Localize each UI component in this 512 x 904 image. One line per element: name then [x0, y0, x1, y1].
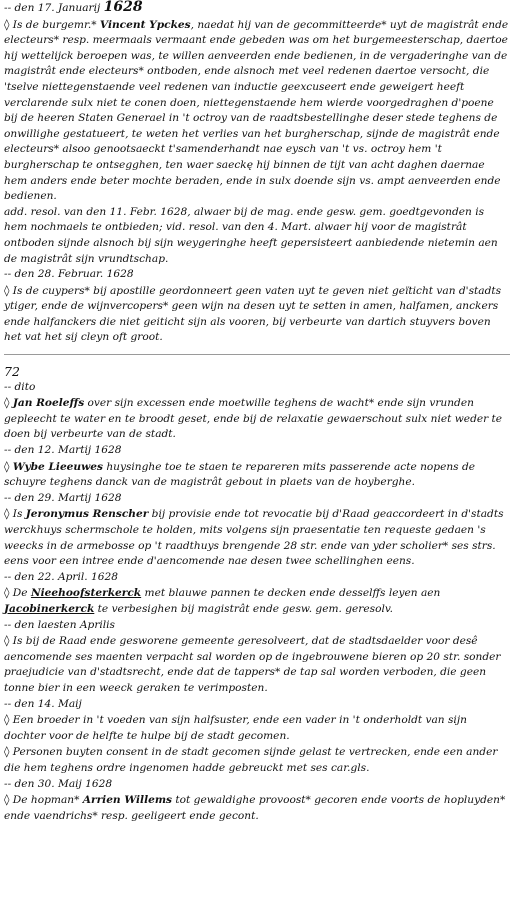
entry-paragraph	[4, 17, 510, 205]
page-number: 72	[4, 364, 20, 380]
lozenge-icon: ◊	[4, 713, 10, 727]
lozenge-icon: ◊	[4, 586, 10, 600]
date-heading: -- den 28. Februar. 1628	[4, 268, 134, 281]
person-name: Arrien Willems	[82, 794, 173, 807]
entry-paragraph	[4, 712, 510, 744]
person-name: Jeronymus Renscher	[25, 508, 149, 521]
entry-text: huysinghe toe te staen te repareren mits passerende acte nopens de schuyre teghens danck van de magistrât gebout in plaets van de hoyberghe.	[4, 460, 476, 489]
date-text: -- den 17. Januarij	[4, 2, 104, 14]
entry-paragraph	[4, 283, 510, 346]
entry-text: over sijn excessen ende moetwille teghens de wacht* ende sijn vrunden gepleecht te water en te broodt geset, ende bij de relaxatie gewaerschout sulx niet weder te doen bij verbeurte van de stadt.	[4, 397, 503, 441]
entry-text: De	[9, 587, 31, 600]
date-heading: -- den laesten Aprilis	[4, 618, 115, 631]
lozenge-icon: ◊	[4, 745, 10, 759]
entry-paragraph	[4, 633, 510, 696]
entry-text: Is de cuypers* bij apostille geordonneert geen vaten uyt te geven niet geïticht van d'stadts ytiger, ende de wijnvercopers* geen wijn na desen uyt te setten in amen, halfamen, anckers ende halfanckers die niet geiticht sijn als vooren, bij verbeurte van dartich stuyvers boven het vat het sij cleyn oft groot.	[4, 284, 502, 344]
lozenge-icon: ◊	[4, 793, 10, 807]
section-divider	[4, 354, 510, 355]
place-name: Nieehoofsterkerck	[30, 587, 142, 600]
entry-paragraph	[4, 792, 510, 824]
lozenge-icon: ◊	[4, 459, 10, 473]
date-heading: -- den 30. Maij 1628	[4, 777, 113, 790]
entry-text: te verbesighen bij magistrât ende gesw. gem. geresolv.	[94, 602, 393, 615]
entry-text: bij provisie ende tot revocatie bij d'Raad geaccordeert in d'stadts werckhuys schermschole te holden, mits volgens sijn praesentatie ten requeste gedaen 's weecks in de armebosse op 't raadthuys brengende 28 str. ende van yder scholier* ses strs. eens voor een intree ende d'aencomende nae desen twee schellinghen eens.	[4, 508, 504, 568]
date-heading: -- den 12. Martij 1628	[4, 444, 122, 457]
person-name: Wybe Lieeuwes	[12, 460, 103, 473]
date-heading	[4, 0, 510, 17]
entry-text: Een broeder in 't voeden van sijn halfsuster, ende een vader in 't onderholdt van sijn dochter voor de helfte te hulpe bij de stadt gecomen.	[4, 714, 467, 742]
date-heading: -- den 22. April. 1628	[4, 570, 118, 583]
lozenge-icon: ◊	[4, 283, 10, 297]
entry-text: Is de burgemr.*	[9, 18, 100, 31]
date-heading: -- dito	[4, 380, 36, 393]
lozenge-icon: ◊	[4, 17, 10, 31]
entry-paragraph	[4, 459, 510, 491]
entry-paragraph	[4, 744, 510, 776]
person-name: Vincent Ypckes	[99, 18, 191, 31]
entry-text: met blauwe pannen te decken ende desselffs leyen aen	[141, 587, 441, 600]
date-heading: -- den 14. Maij	[4, 697, 82, 710]
entry-paragraph	[4, 395, 510, 443]
entry-text: Is	[9, 508, 26, 521]
entry-paragraph	[4, 506, 510, 569]
entry-text: , naedat hij van de gecommitteerde* uyt de magistrât ende electeurs* resp. meermaals vermaant ende gebeden was om het burgemeesterschap, daertoe hij wettelijck beroepen was, te willen aenveerden ende bedienen, in de vergaderinghe van de magistrât ende electeurs* ontboden, ende alsnoch met veel redenen daertoe versocht, die 'tselve niettegenstaende veel redenen van inductie geexcuseert ende geweigert heeft verclarende sulx niet te conen doen, niettegenstaende hem wierde voorgedraghen d'poene bij de heeren Staten Generael in 't octroy van de raadtsbestellinghe deser stede teghens de onwillighe gestatueert, te weten het verlies van het burgherschap, sijnde de magistrât ende electeurs* alsoo genootsaeckt t'samenderhandt nae eysch van 't vs. octroy hem 't burgherschap te ontsegghen, ten waer saeckę hij binnen de tijt van acht daghen daernae hem anders ende beter mochte beraden, ende in sulx doende sijn vs. ampt aenveerden ende bedienen.	[4, 18, 509, 203]
entry-text: Personen buyten consent in de stadt gecomen sijnde gelast te vertrecken, ende een ander die hem teghens ordre ingenomen hadde gebreuckt met ses car.gls.	[4, 746, 498, 774]
person-name: Jan Roeleffs	[12, 397, 85, 410]
annotation-paragraph: add. resol. van den 11. Febr. 1628, alwaer bij de mag. ende gesw. gem. goedtgevonden is hem nochmaels te ontbieden; vid. resol. van den 4. Mart. alwaer hij voor de magistrât ontboden sijnde alsnoch bij sijn weygeringhe heeft gepersisteert aanbiedende nietemin aen de magistrât sijn vrundtschap.	[4, 205, 498, 265]
date-heading: -- den 29. Martij 1628	[4, 491, 122, 504]
place-name: Jacobinerkerck	[4, 602, 95, 615]
date-year: 1628	[103, 0, 143, 15]
lozenge-icon: ◊	[4, 507, 10, 521]
entry-text: tot gewaldighe provoost* gecoren ende voorts de hopluyden* ende vaendrichs* resp. geeligeert ende gecont.	[4, 794, 506, 822]
entry-text: Is bij de Raad ende gesworene gemeente geresolveert, dat de stadtsdaelder voor desê aencomende ses maenten verpacht sal worden op de ingebrouwene bieren op 20 str. sonder praejudicie van d'stadtsrecht, ende dat de tappers* de tap sal worden verboden, die geen tonne bier in een weeck geraken te verimposten.	[4, 635, 501, 694]
lozenge-icon: ◊	[4, 634, 10, 648]
entry-paragraph	[4, 585, 510, 617]
entry-text: De hopman*	[9, 794, 83, 807]
lozenge-icon: ◊	[4, 396, 10, 410]
